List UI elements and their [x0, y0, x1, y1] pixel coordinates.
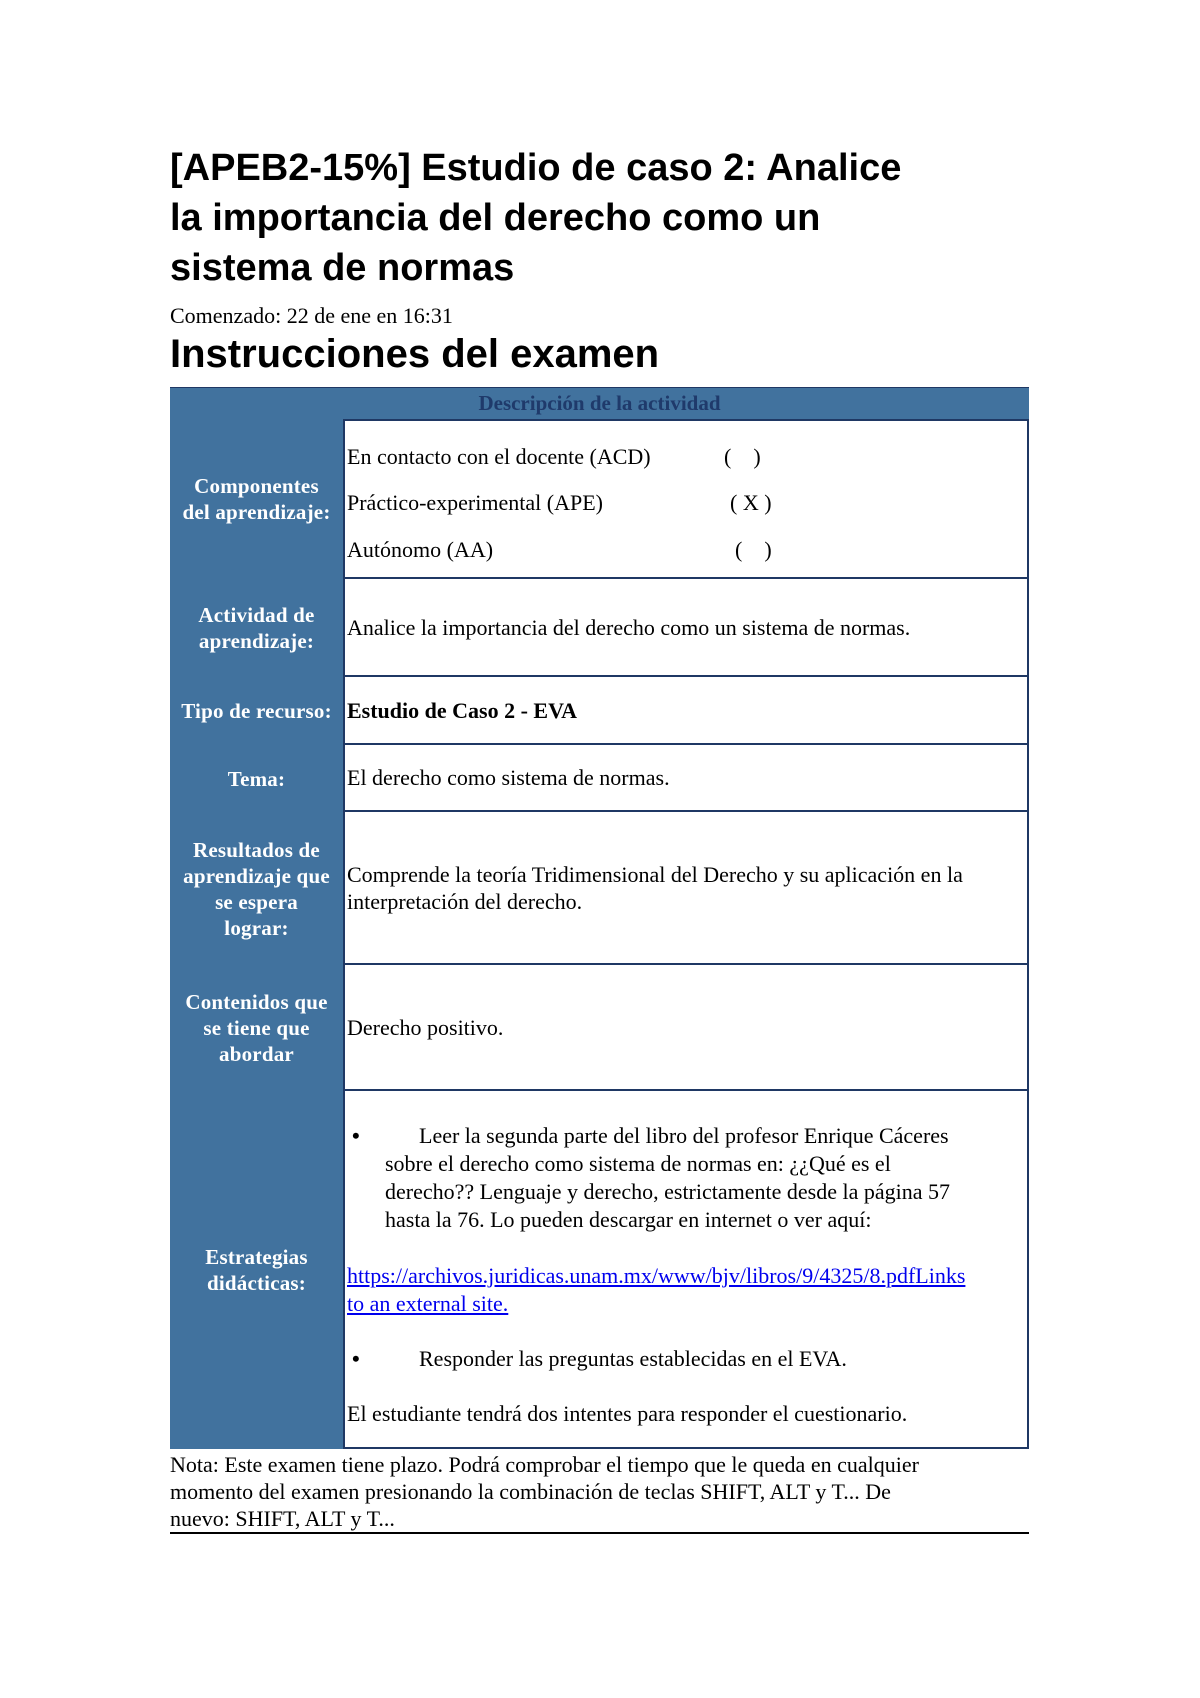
- resource-type-value: Estudio de Caso 2 - EVA: [347, 697, 578, 723]
- activity-cell: [343, 579, 1029, 677]
- topic-value: El derecho como sistema de normas.: [347, 765, 670, 790]
- label-line: Tema:: [227, 766, 286, 791]
- row-label-outcomes: [170, 812, 343, 965]
- row-label-topic: [170, 745, 343, 812]
- components-cell: [343, 419, 1029, 579]
- page-title-line: sistema de normas: [170, 247, 515, 289]
- strategy-bullet-item: [347, 1122, 1025, 1234]
- bullet-line: Responder las preguntas establecidas en el EVA.: [419, 1346, 847, 1371]
- contents-cell: [343, 965, 1029, 1091]
- resource-type-cell: [343, 677, 1029, 745]
- bullet-line: Leer la segunda parte del libro del profesor Enrique Cáceres: [419, 1123, 949, 1148]
- component-option-mark: ( X ): [730, 490, 772, 515]
- label-line: Estrategias: [205, 1245, 308, 1269]
- exam-note: [170, 1451, 1029, 1534]
- outcomes-line: interpretación del derecho.: [347, 888, 583, 914]
- note-line: Nota: Este examen tiene plazo. Podrá comprobar el tiempo que le queda en cualquier: [170, 1452, 919, 1477]
- outcomes-value: [347, 861, 1027, 915]
- started-timestamp: Comenzado: 22 de ene en 16:31: [170, 303, 453, 328]
- outcomes-line: Comprende la teoría Tridimensional del Derecho y su aplicación en la: [347, 861, 963, 887]
- row-label-resource-type: [170, 677, 343, 745]
- page-title: [170, 143, 1050, 293]
- component-option-label: En contacto con el docente (ACD): [347, 444, 651, 469]
- row-label-contents: [170, 965, 343, 1091]
- label-line: lograr:: [224, 915, 289, 940]
- row-label-activity: [170, 579, 343, 677]
- label-line: se espera: [215, 889, 298, 914]
- label-line: del aprendizaje:: [182, 500, 331, 524]
- label-line: didácticas:: [206, 1271, 306, 1295]
- component-option: [347, 536, 1007, 564]
- table-header: Descripción de la actividad: [170, 387, 1029, 419]
- label-line: aprendizaje:: [198, 629, 315, 653]
- component-option: [347, 489, 1007, 517]
- instructions-heading: Instrucciones del examen: [170, 332, 660, 376]
- page-title-line: la importancia del derecho como un: [170, 197, 821, 239]
- row-label-strategies: [170, 1091, 343, 1449]
- bullet-icon: •: [352, 1123, 360, 1148]
- link-line[interactable]: to an external site.: [347, 1291, 509, 1316]
- book-download-link[interactable]: [347, 1262, 1025, 1318]
- label-line: se tiene que: [203, 1016, 310, 1040]
- bullet-line: hasta la 76. Lo pueden descargar en internet o ver aquí:: [385, 1207, 872, 1232]
- note-line: momento del examen presionando la combinación de teclas SHIFT, ALT y T... De: [170, 1479, 891, 1504]
- component-option: [347, 443, 1007, 471]
- topic-cell: [343, 745, 1029, 812]
- label-line: Tipo de recurso:: [181, 699, 332, 723]
- component-option-mark: ( ): [724, 444, 761, 469]
- activity-value: Analice la importancia del derecho como un sistema de normas.: [347, 614, 911, 640]
- bullet-line: sobre el derecho como sistema de normas en: ¿¿Qué es el: [385, 1151, 891, 1176]
- row-label-components: [170, 419, 343, 579]
- label-line: Componentes: [194, 474, 319, 498]
- note-line: nuevo: SHIFT, ALT y T...: [170, 1506, 395, 1531]
- component-option-label: Autónomo (AA): [347, 537, 494, 562]
- label-line: Actividad de: [198, 603, 315, 627]
- label-line: aprendizaje que: [183, 863, 330, 888]
- label-line: Contenidos que: [185, 990, 328, 1014]
- page-title-line: [APEB2-15%] Estudio de caso 2: Analice: [170, 147, 902, 189]
- component-option-mark: ( ): [735, 537, 772, 562]
- bullet-icon: •: [352, 1346, 360, 1371]
- strategy-bullet-item: [347, 1345, 1025, 1373]
- contents-value: Derecho positivo.: [347, 1014, 504, 1040]
- component-option-label: Práctico-experimental (APE): [347, 490, 603, 515]
- bullet-line: derecho?? Lenguaje y derecho, estrictamente desde la página 57: [385, 1179, 950, 1204]
- outcomes-cell: [343, 812, 1029, 965]
- label-line: Resultados de: [193, 837, 320, 862]
- strategies-cell: [343, 1091, 1029, 1449]
- link-line[interactable]: https://archivos.juridicas.unam.mx/www/bjv/libros/9/4325/8.pdfLinks: [347, 1263, 966, 1288]
- label-line: abordar: [219, 1042, 294, 1066]
- strategies-closing: El estudiante tendrá dos intentes para responder el cuestionario.: [347, 1401, 908, 1426]
